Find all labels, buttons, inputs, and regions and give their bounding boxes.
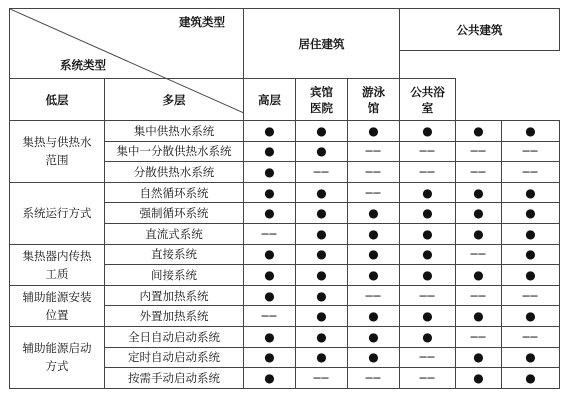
not-applicable-dash: ── [456,141,502,162]
applicable-dot: ● [296,141,348,162]
not-applicable-dash: ── [244,223,296,244]
not-applicable-dash: ── [456,162,502,183]
system-name: 全日自动启动系统 [105,326,244,347]
applicable-dot: ● [296,182,348,203]
applicable-dot: ● [244,347,296,368]
applicable-dot: ● [456,368,502,389]
applicable-dot: ● [296,326,348,347]
applicable-dot: ● [502,121,560,142]
applicable-dot: ● [244,326,296,347]
table-container [9,8,559,398]
not-applicable-dash: ── [456,326,502,347]
column-header-4 [348,79,400,121]
applicable-dot: ● [244,368,296,389]
solar-water-heater-system-table [9,8,560,389]
system-name: 自然循环系统 [105,182,244,203]
applicable-dot: ● [244,141,296,162]
applicable-dot: ● [244,285,296,306]
applicable-dot: ● [296,121,348,142]
group-label: 集热器内传热工质 [10,244,105,285]
column-header-2 [244,79,296,121]
system-name: 集中一分散供热水系统 [105,141,244,162]
applicable-dot: ● [296,347,348,368]
column-header-5 [400,79,456,121]
system-name: 强制循环系统 [105,203,244,224]
applicable-dot: ● [456,121,502,142]
column-header-text: 宾馆 [310,84,333,99]
applicable-dot: ● [400,121,456,142]
system-name: 外置加热系统 [105,306,244,327]
group-label: 辅助能源启动方式 [10,326,105,388]
applicable-dot: ● [456,347,502,368]
building-type-header: 建筑类型 [179,15,225,29]
not-applicable-dash: ── [400,162,456,183]
applicable-dot: ● [296,265,348,286]
applicable-dot: ● [348,244,400,265]
applicable-dot: ● [400,182,456,203]
table-row [10,244,560,265]
applicable-dot: ● [244,162,296,183]
public-header: 公共建筑 [400,9,560,51]
applicable-dot: ● [244,244,296,265]
applicable-dot: ● [296,203,348,224]
not-applicable-dash: ── [296,368,348,389]
applicable-dot: ● [502,182,560,203]
applicable-dot: ● [502,306,560,327]
column-header-3 [296,79,348,121]
system-name: 直接系统 [105,244,244,265]
applicable-dot: ● [400,265,456,286]
system-name: 集中供热水系统 [105,121,244,142]
not-applicable-dash: ── [502,285,560,306]
applicable-dot: ● [456,203,502,224]
not-applicable-dash: ── [456,244,502,265]
applicable-dot: ● [502,203,560,224]
not-applicable-dash: ── [400,285,456,306]
system-name: 间接系统 [105,265,244,286]
applicable-dot: ● [296,223,348,244]
applicable-dot: ● [456,182,502,203]
applicable-dot: ● [502,265,560,286]
not-applicable-dash: ── [348,162,400,183]
corner-header-cell [10,9,244,79]
column-header-text: 医院 [310,100,333,115]
column-header-text: 游泳 [362,84,386,99]
group-label: 系统运行方式 [10,182,105,244]
system-name: 按需手动启动系统 [105,368,244,389]
not-applicable-dash: ── [348,368,400,389]
system-name: 直流式系统 [105,223,244,244]
column-header-text: 高层 [258,92,281,107]
applicable-dot: ● [502,368,560,389]
table-row [10,121,560,142]
applicable-dot: ● [296,285,348,306]
column-header-text: 多层 [162,92,186,107]
not-applicable-dash: ── [502,326,560,347]
applicable-dot: ● [400,203,456,224]
applicable-dot: ● [348,306,400,327]
applicable-dot: ● [244,182,296,203]
not-applicable-dash: ── [456,285,502,306]
column-header-text: 低层 [45,92,69,107]
not-applicable-dash: ── [502,141,560,162]
system-type-header: 系统类型 [60,58,106,72]
not-applicable-dash: ── [296,162,348,183]
table-row [10,285,560,306]
applicable-dot: ● [348,326,400,347]
system-name: 内置加热系统 [105,285,244,306]
applicable-dot: ● [400,223,456,244]
applicable-dot: ● [296,306,348,327]
applicable-dot: ● [244,203,296,224]
applicable-dot: ● [502,244,560,265]
group-label: 集热与供热水范围 [10,121,105,183]
applicable-dot: ● [400,306,456,327]
system-name: 定时自动启动系统 [105,347,244,368]
not-applicable-dash: ── [400,368,456,389]
applicable-dot: ● [348,347,400,368]
applicable-dot: ● [348,203,400,224]
applicable-dot: ● [244,121,296,142]
residential-header: 居住建筑 [244,9,400,79]
not-applicable-dash: ── [348,141,400,162]
not-applicable-dash: ── [400,141,456,162]
applicable-dot: ● [244,265,296,286]
not-applicable-dash: ── [348,182,400,203]
applicable-dot: ● [400,326,456,347]
applicable-dot: ● [348,265,400,286]
applicable-dot: ● [456,306,502,327]
column-header-text: 公共浴 [410,84,445,99]
applicable-dot: ● [502,223,560,244]
column-header-text: 馆 [367,100,380,115]
applicable-dot: ● [348,121,400,142]
system-name: 分散供热水系统 [105,162,244,183]
applicable-dot: ● [456,265,502,286]
not-applicable-dash: ── [244,306,296,327]
column-header-text: 室 [421,100,434,115]
not-applicable-dash: ── [348,285,400,306]
applicable-dot: ● [400,244,456,265]
group-label: 辅助能源安装位置 [10,285,105,326]
applicable-dot: ● [456,223,502,244]
table-row [10,326,560,347]
applicable-dot: ● [296,244,348,265]
not-applicable-dash: ── [400,347,456,368]
applicable-dot: ● [348,223,400,244]
table-row [10,182,560,203]
applicable-dot: ● [502,347,560,368]
not-applicable-dash: ── [502,162,560,183]
